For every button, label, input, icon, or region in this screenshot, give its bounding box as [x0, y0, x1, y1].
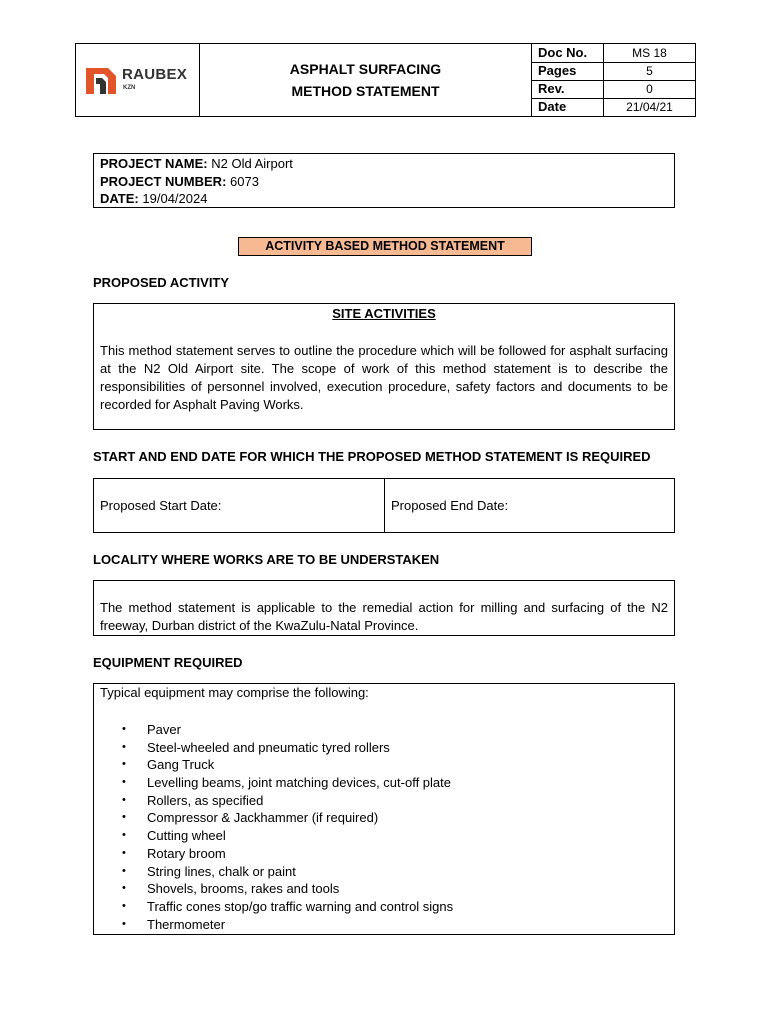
project-date-value: 19/04/2024	[142, 191, 208, 206]
bullet-icon: •	[122, 846, 126, 859]
meta-row-doc-no	[532, 44, 695, 63]
document-title	[200, 44, 532, 116]
project-number-line	[100, 173, 668, 191]
equipment-box	[93, 683, 675, 935]
equipment-item: Steel-wheeled and pneumatic tyred rollers	[147, 739, 390, 755]
equipment-item: Levelling beams, joint matching devices, cut-off plate	[147, 775, 451, 791]
meta-row-rev	[532, 80, 695, 99]
dates-heading: START AND END DATE FOR WHICH THE PROPOSED METHOD STATEMENT IS REQUIRED	[93, 449, 651, 464]
bullet-icon: •	[122, 776, 126, 789]
proposed-start-date-cell: Proposed Start Date:	[94, 479, 385, 532]
project-date-line	[100, 190, 668, 208]
bullet-icon: •	[122, 811, 126, 824]
bullet-icon: •	[122, 917, 126, 930]
equipment-item: Compressor & Jackhammer (if required)	[147, 810, 379, 826]
bullet-icon: •	[122, 758, 126, 771]
locality-heading: LOCALITY WHERE WORKS ARE TO BE UNDERSTAKEN	[93, 552, 440, 567]
equipment-intro: Typical equipment may comprise the following:	[100, 685, 369, 700]
site-activities-text: This method statement serves to outline the procedure which will be followed for asphalt surfacing at the N2 Old Airport site. The scope of work of this method statement is to describe the responsibilities of personnel involved, execution procedure, safety factors and documents to be recorded for Asphalt Paving Works.	[100, 343, 668, 412]
project-number-value: 6073	[230, 173, 259, 189]
bullet-icon: •	[122, 829, 126, 842]
meta-value: 5	[646, 64, 653, 78]
locality-text: The method statement is applicable to the remedial action for milling and surfacing of the N2 freeway, Durban district of the KwaZulu-Natal Province.	[100, 600, 668, 633]
meta-row-date	[532, 98, 695, 116]
equipment-item: Rollers, as specified	[147, 792, 264, 808]
equipment-item: String lines, chalk or paint	[147, 863, 296, 879]
site-activities-title: SITE ACTIVITIES	[332, 306, 436, 321]
equipment-item: Cutting wheel	[147, 828, 226, 844]
meta-label: Doc No.	[532, 44, 604, 62]
equipment-heading: EQUIPMENT REQUIRED	[93, 655, 243, 670]
bullet-icon: •	[122, 723, 126, 735]
equipment-item: Shovels, brooms, rakes and tools	[147, 881, 340, 897]
project-name-value: N2 Old Airport	[211, 156, 293, 171]
proposed-activity-heading: PROPOSED ACTIVITY	[93, 275, 230, 290]
title-line-2: METHOD STATEMENT	[291, 83, 440, 99]
bullet-icon: •	[122, 740, 126, 753]
equipment-item: Traffic cones stop/go traffic warning and control signs	[147, 898, 454, 914]
title-line-1: ASPHALT SURFACING	[289, 61, 442, 77]
bullet-icon: •	[122, 864, 126, 877]
logo-subtext: KZN	[123, 85, 136, 91]
equipment-item: Thermometer	[147, 916, 226, 932]
bullet-icon: •	[122, 793, 126, 806]
raubex-logo-icon	[84, 66, 118, 96]
equipment-item: Rotary broom	[147, 845, 226, 861]
equipment-item: Paver	[147, 722, 181, 737]
meta-label: Date	[532, 98, 604, 116]
meta-value: 21/04/21	[626, 100, 673, 114]
dates-table	[93, 478, 675, 533]
logo-cell	[76, 44, 200, 116]
locality-box	[93, 580, 675, 636]
bullet-icon: •	[122, 899, 126, 912]
activity-banner: ACTIVITY BASED METHOD STATEMENT	[238, 237, 532, 256]
meta-value: 0	[646, 82, 653, 96]
project-date-label: DATE:	[100, 191, 139, 206]
project-info-box	[93, 153, 675, 208]
meta-row-pages	[532, 62, 695, 81]
proposed-end-date-cell: Proposed End Date:	[391, 498, 509, 513]
document-header	[75, 43, 696, 117]
meta-value: MS 18	[632, 46, 667, 60]
meta-label: Rev.	[532, 80, 604, 98]
project-name-line	[100, 155, 668, 173]
meta-label: Pages	[532, 62, 604, 80]
project-number-label: PROJECT NUMBER:	[100, 173, 227, 189]
equipment-item: Gang Truck	[147, 757, 215, 773]
project-name-label: PROJECT NAME:	[100, 156, 208, 171]
site-activities-box	[93, 303, 675, 430]
logo-wordmark: RAUBEX	[122, 66, 188, 83]
bullet-icon: •	[122, 882, 126, 895]
